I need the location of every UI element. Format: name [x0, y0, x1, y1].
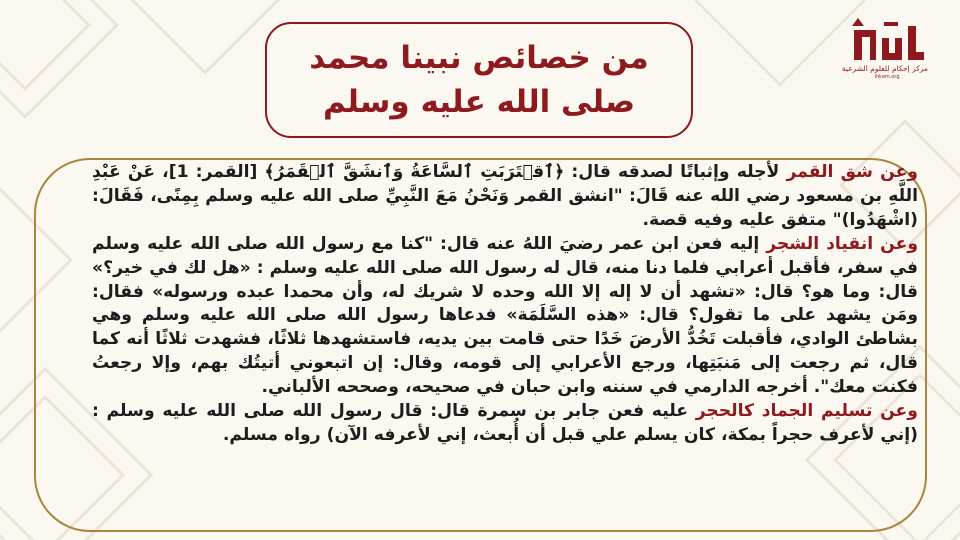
content-text [92, 161, 918, 448]
stone-text: عليه فعن جابر بن سمرة قال: قال رسول الله صلى الله عليه وسلم : (إني لأعرف حجراً بمكة، كان يسلم علي قبل أن أُبعث، إني لأعرفه الآن) رواه مسلم. [92, 401, 918, 445]
logo-subtitle: مركز إحكام للعلوم الشرعية [841, 64, 928, 73]
moon-heading: وعن شق القمر [786, 162, 918, 182]
stone-heading: وعن تسليم الجماد كالحجر [695, 401, 918, 422]
tree-text: إليه فعن ابن عمر رضيَ اللهُ عنه قال: "كنا مع رسول الله صلى الله عليه وسلم في سفر، فأقبل أعرابي فلما دنا منه، قال له رسول الله صلى الله عليه وسلم : «هل لك في خير؟» قال: وما هو؟ قال: «تشهد أن لا إله إلا الله وحده لا شريك له، وأن محمدا عبده ورسوله» فقال: ومَن يشهد على ما تقول؟ قال: «هذه السَّلَمَة» فدعاها رسول الله صلى الله عليه وسلم وهي بشاطئ الوادي، فأقبلت تَخُدُّ الأرضَ خَدًا حتى قامت بين يديه، فاستشهدها ثلاثًا، فشهدت ثلاثًا أنه كما قال، ثم رجعت إلى مَنبَتِها، ورجع الأعرابي إلى قومه، وقال: إن اتبعوني أتيتُك بهم، وإلا رجعتُ فكنت معك". أخرجه الدارمي في سننه وابن حبان في صحيحه، وصححه الألباني. [92, 233, 918, 398]
tree-heading: وعن انقياد الشجر [766, 233, 918, 254]
logo-url: ihkam.org [874, 74, 900, 80]
title-box [265, 22, 693, 138]
page-title: من خصائص نبينا محمد صلى الله عليه وسلم [309, 40, 649, 120]
moon-text: لأجله وإثباتًا لصدقه قال: ﴿ٱقۡتَرَبَتِ ٱلسَّاعَةُ وَٱنشَقَّ ٱلۡقَمَرُ﴾ [القمر: 1]، عَنْ عَبْدِ اللَّهِ بن مسعود رضي الله عنه قَالَ: "انشق القمر وَنَحْنُ مَعَ النَّبِيِّ صلى الله عليه وسلم بِمِنًى، فَقَالَ: (اشْهَدُوا)" متفق عليه وفيه قصة. [92, 162, 918, 230]
logo-mark [848, 18, 926, 62]
logo [841, 18, 928, 94]
